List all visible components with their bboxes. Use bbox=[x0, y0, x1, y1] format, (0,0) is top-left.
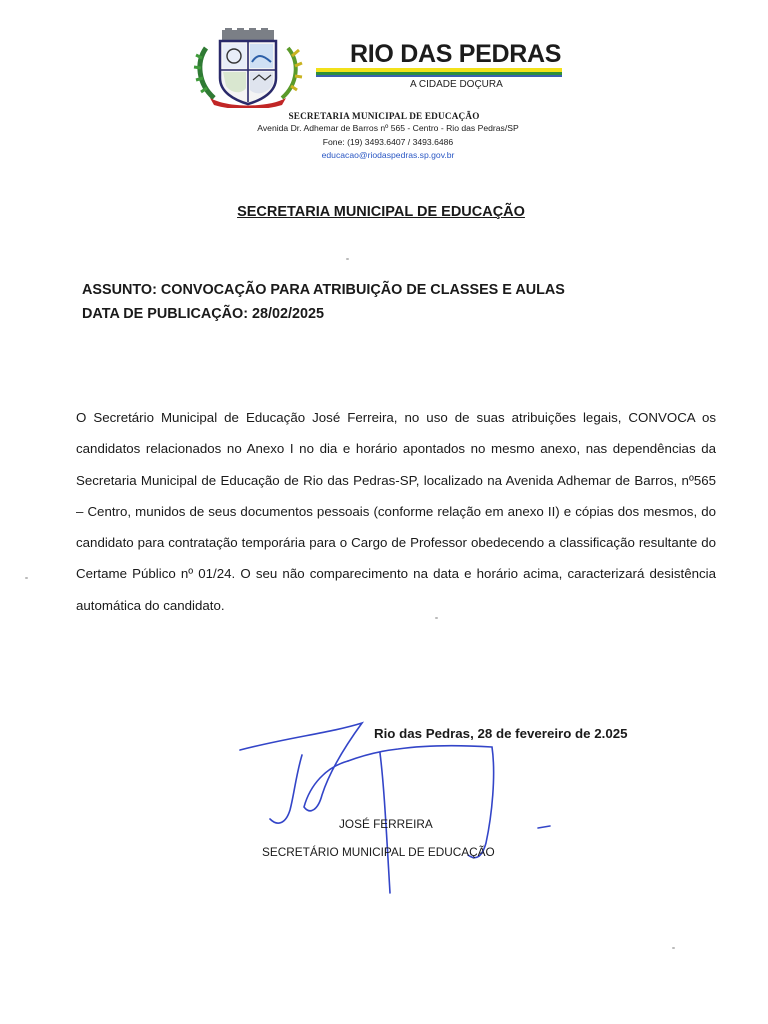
department-phone: Fone: (19) 3493.6407 / 3493.6486 bbox=[322, 137, 454, 147]
city-slogan: A CIDADE DOÇURA bbox=[410, 79, 503, 90]
place-and-date: Rio das Pedras, 28 de fevereiro de 2.025 bbox=[374, 726, 628, 741]
body-paragraph: O Secretário Municipal de Educação José Ferreira, no uso de suas atribuições legais, CONVOCA os candidatos relacionados no Anexo I no dia e horário apontados no mesmo anexo, nas dependências da Secretaria Municipal de Educação de Rio das Pedras-SP, localizado na Avenida Adhemar de Barros, nº565 – Centro, munidos de seus documentos pessoais (conforme relação em anexo II) e cópias dos mesmos, do candidato para contratação temporária para o Cargo de Professor obedecendo a classificação resultante do Certame Público nº 01/24. O seu não comparecimento na data e horário acima, caracterizará desistência automática do candidato. bbox=[76, 410, 716, 613]
flag-stripe-blue bbox=[316, 75, 562, 77]
department-address: Avenida Dr. Adhemar de Barros nº 565 - Centro - Rio das Pedras/SP bbox=[257, 123, 519, 133]
document-subject: ASSUNTO: CONVOCAÇÃO PARA ATRIBUIÇÃO DE CLASSES E AULAS bbox=[82, 282, 565, 298]
handwritten-signature bbox=[230, 715, 560, 895]
city-name: RIO DAS PEDRAS bbox=[350, 40, 562, 68]
city-coat-of-arms-icon bbox=[192, 28, 304, 108]
signatory-name: JOSÉ FERREIRA bbox=[339, 817, 433, 831]
scan-speck bbox=[25, 577, 28, 579]
scan-speck bbox=[435, 617, 438, 619]
scan-speck bbox=[672, 947, 675, 949]
scan-speck bbox=[346, 258, 349, 260]
department-name: SECRETARIA MUNICIPAL DE EDUCAÇÃO bbox=[288, 111, 480, 121]
department-email-link[interactable]: educacao@riodaspedras.sp.gov.br bbox=[321, 150, 455, 160]
publication-date: DATA DE PUBLICAÇÃO: 28/02/2025 bbox=[82, 306, 325, 322]
signatory-role: SECRETÁRIO MUNICIPAL DE EDUCAÇÃO bbox=[262, 845, 495, 859]
document-title: SECRETARIA MUNICIPAL DE EDUCAÇÃO bbox=[237, 204, 525, 220]
